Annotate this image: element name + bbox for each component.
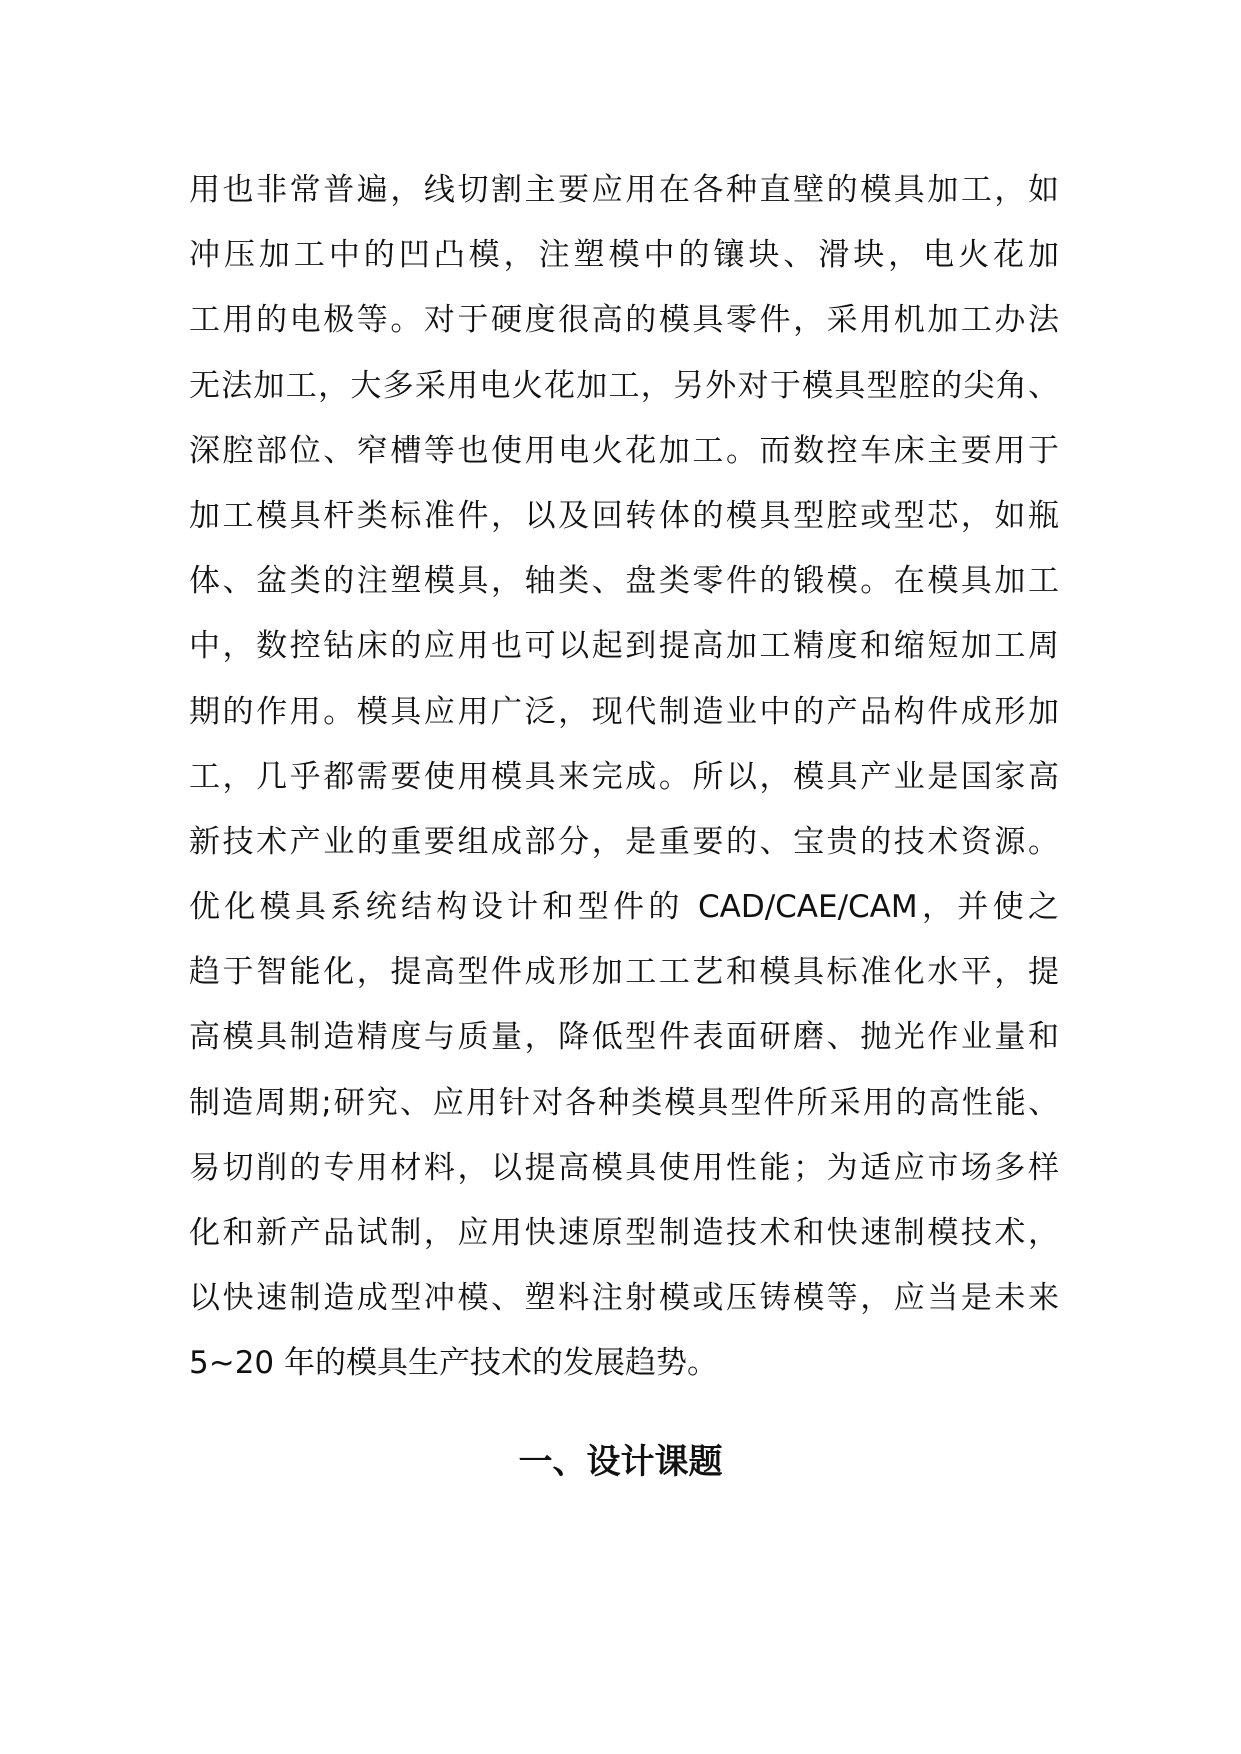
text-line: 化和新产品试制，应用快速原型制造技术和快速制模技术， [189, 1215, 1059, 1251]
text-line: 制造周期;研究、应用针对各种类模具型件所采用的高性能、 [189, 1084, 1059, 1121]
text-line: 高模具制造精度与质量，降低型件表面研磨、抛光作业量和 [189, 1019, 1059, 1056]
text-line: 工，几乎都需要使用模具来完成。所以，模具产业是国家高 [189, 758, 1059, 795]
text-line: 用也非常普遍，线切割主要应用在各种直壁的模具加工，如 [189, 172, 1059, 208]
text-line-last: 5~20 年的模具生产技术的发展趋势。 [189, 1345, 718, 1382]
text-line: 无法加工，大多采用电火花加工，另外对于模具型腔的尖角、 [189, 367, 1059, 404]
section-heading: 一、设计课题 [518, 1442, 723, 1482]
text-line: 新技术产业的重要组成部分，是重要的、宝贵的技术资源。 [189, 823, 1059, 860]
body-paragraph [189, 158, 1059, 1397]
text-line: 期的作用。模具应用广泛，现代制造业中的产品构件成形加 [189, 693, 1059, 730]
text-line: 优化模具系统结构设计和型件的 CAD/CAE/CAM，并使之 [189, 889, 1059, 926]
text-line: 易切削的专用材料，以提高模具使用性能；为适应市场多样 [189, 1149, 1059, 1186]
text-line: 体、盆类的注塑模具，轴类、盘类零件的锻模。在模具加工 [189, 563, 1059, 600]
text-line: 冲压加工中的凹凸模，注塑模中的镶块、滑块，电火花加 [189, 237, 1059, 274]
text-line: 深腔部位、窄槽等也使用电火花加工。而数控车床主要用于 [189, 432, 1059, 469]
text-line: 中，数控钻床的应用也可以起到提高加工精度和缩短加工周 [189, 628, 1059, 665]
text-line: 加工模具杆类标准件，以及回转体的模具型腔或型芯，如瓶 [189, 497, 1059, 534]
text-line: 工用的电极等。对于硬度很高的模具零件，采用机加工办法 [189, 302, 1059, 339]
text-line: 以快速制造成型冲模、塑料注射模或压铸模等，应当是未来 [189, 1280, 1059, 1317]
text-line: 趋于智能化，提高型件成形加工工艺和模具标准化水平，提 [189, 954, 1059, 991]
